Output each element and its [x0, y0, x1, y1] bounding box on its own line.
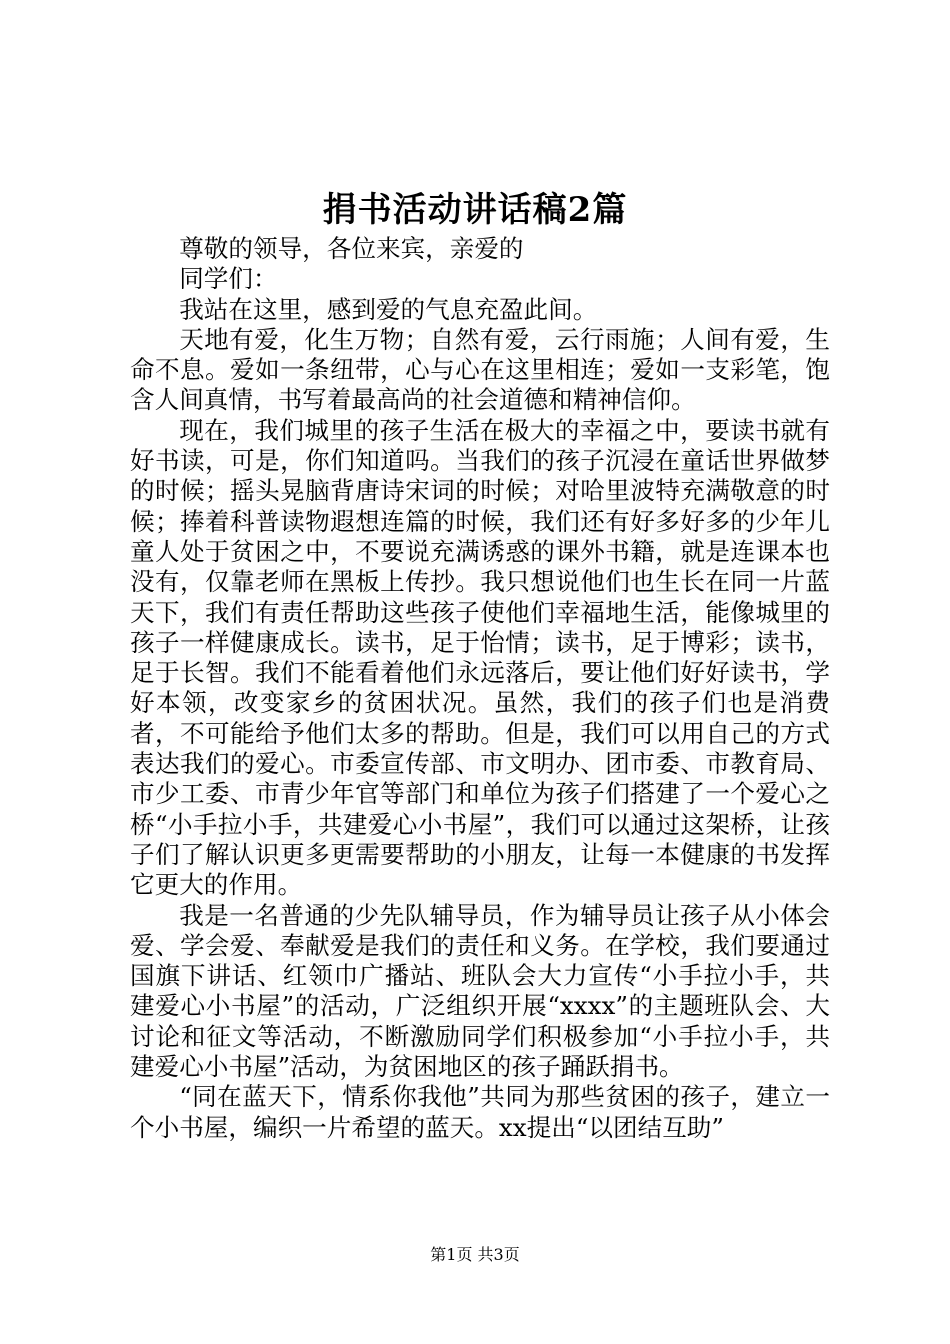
- paragraph: “同在蓝天下，情系你我他”共同为那些贫困的孩子，建立一个小书屋，编织一片希望的蓝天。xx提出“以团结互助”: [130, 1082, 830, 1142]
- paragraph: 天地有爱，化生万物；自然有爱，云行雨施；人间有爱，生命不息。爱如一条纽带，心与心在这里相连；爱如一支彩笔，饱含人间真情，书写着最高尚的社会道德和精神信仰。: [130, 324, 830, 415]
- paragraph: 我是一名普通的少先队辅导员，作为辅导员让孩子从小体会爱、学会爱、奉献爱是我们的责任和义务。在学校，我们要通过国旗下讲话、红领巾广播站、班队会大力宣传“小手拉小手，共建爱心小书屋”的活动，广泛组织开展“xxxx”的主题班队会、大讨论和征文等活动，不断激励同学们积极参加“小手拉小手，共建爱心小书屋”活动，为贫困地区的孩子踊跃捐书。: [130, 900, 830, 1082]
- salutation-line: 尊敬的领导，各位来宾，亲爱的: [179, 234, 524, 263]
- paragraph: 现在，我们城里的孩子生活在极大的幸福之中，要读书就有好书读，可是，你们知道吗。当我们的孩子沉浸在童话世界做梦的时候；摇头晃脑背唐诗宋词的时候；对哈里波特充满敬意的时候；捧着科普读物遐想连篇的时候，我们还有好多好多的少年儿童人处于贫困之中，不要说充满诱惑的课外书籍，就是连课本也没有，仅靠老师在黑板上传抄。我只想说他们也生长在同一片蓝天下，我们有责任帮助这些孩子使他们幸福地生活，能像城里的孩子一样健康成长。读书，足于怡情；读书，足于博彩；读书，足于长智。我们不能看着他们永远落后，要让他们好好读书，学好本领，改变家乡的贫困状况。虽然，我们的孩子们也是消费者，不可能给予他们太多的帮助。但是，我们可以用自己的方式表达我们的爱心。市委宣传部、市文明办、团市委、市教育局、市少工委、市青少年官等部门和单位为孩子们搭建了一个爱心之桥“小手拉小手，共建爱心小书屋”，我们可以通过这架桥，让孩子们了解认识更多更需要帮助的小朋友，让每一本健康的书发挥它更大的作用。: [130, 415, 830, 900]
- document-body: [130, 234, 830, 1143]
- document-title: 捐书活动讲话稿2篇: [322, 190, 628, 230]
- page-number-footer: 第1页 共3页: [430, 1245, 520, 1264]
- salutation-line: 同学们：: [179, 264, 278, 294]
- paragraph: 我站在这里，感到爱的气息充盈此间。: [179, 294, 598, 324]
